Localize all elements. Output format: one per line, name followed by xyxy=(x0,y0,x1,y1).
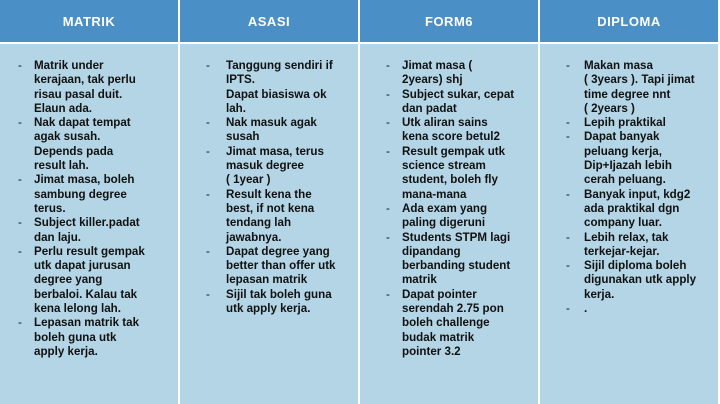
bullet-dash: - xyxy=(386,59,390,72)
item-text: Banyak input, kdg2 ada praktikal dgn company luar. xyxy=(584,187,691,230)
bullet-dash: - xyxy=(566,230,570,244)
item-text: Students STPM lagi dipandang berbanding student matrik xyxy=(402,230,511,287)
item-list-diploma xyxy=(540,59,718,316)
column-body-form6 xyxy=(360,44,538,404)
list-item xyxy=(360,288,538,359)
bullet-dash: - xyxy=(206,187,210,201)
bullet-dash: - xyxy=(386,144,390,158)
list-item xyxy=(180,145,358,188)
column-form6 xyxy=(360,0,538,404)
bullet-dash: - xyxy=(566,116,570,130)
item-text: Jimat masa ( 2years) shj xyxy=(402,59,473,87)
item-text: Nak dapat tempat agak susah. Depends pada result lah. xyxy=(34,116,131,173)
bullet-dash: - xyxy=(386,116,390,130)
item-text: Sijil diploma boleh digunakan utk apply kerja. xyxy=(584,259,697,301)
item-text: Lepih praktikal xyxy=(584,116,666,130)
item-text: Dapat banyak peluang kerja, Dip+Ijazah lebih cerah peluang. xyxy=(584,130,672,187)
list-item xyxy=(0,173,178,216)
bullet-dash: - xyxy=(566,59,570,72)
list-item xyxy=(360,202,538,231)
column-header-form6: FORM6 xyxy=(360,0,538,44)
list-item xyxy=(540,259,718,302)
item-list-matrik xyxy=(0,59,178,359)
list-item xyxy=(180,59,358,116)
column-header-diploma: DIPLOMA xyxy=(540,0,718,44)
column-diploma xyxy=(540,0,718,404)
item-list-asasi xyxy=(180,59,358,316)
column-body-matrik xyxy=(0,44,178,404)
item-text: Result gempak utk science stream student, boleh fly mana-mana xyxy=(402,144,506,201)
item-list-form6 xyxy=(360,59,538,359)
list-item xyxy=(180,245,358,288)
bullet-dash: - xyxy=(18,316,22,330)
list-item xyxy=(540,231,718,260)
list-item xyxy=(540,188,718,231)
item-text: Dapat degree yang better than offer utk lepasan matrik xyxy=(226,244,336,287)
list-item xyxy=(0,216,178,245)
list-item xyxy=(540,130,718,187)
bullet-dash: - xyxy=(566,302,570,316)
bullet-dash: - xyxy=(206,116,210,130)
list-item xyxy=(0,59,178,116)
list-item xyxy=(180,188,358,245)
item-text: Jimat masa, terus masuk degree ( 1year ) xyxy=(226,144,324,187)
item-text: Dapat pointer serendah 2.75 pon boleh challenge budak matrik pointer 3.2 xyxy=(402,287,504,358)
bullet-dash: - xyxy=(206,59,210,72)
item-text: Nak masuk agak susah xyxy=(226,116,317,144)
bullet-dash: - xyxy=(206,144,210,158)
item-text: Makan masa ( 3years ). Tapi jimat time degree nnt ( 2years ) xyxy=(584,59,695,115)
column-body-diploma xyxy=(540,44,718,404)
item-text: . xyxy=(584,302,588,316)
column-header-asasi: ASASI xyxy=(180,0,358,44)
item-text: Perlu result gempak utk dapat jurusan degree yang berbaloi. Kalau tak kena lelong lah. xyxy=(34,244,145,316)
column-matrik xyxy=(0,0,178,404)
list-item xyxy=(540,116,718,130)
column-body-asasi xyxy=(180,44,358,404)
list-item xyxy=(360,116,538,145)
bullet-dash: - xyxy=(206,244,210,258)
bullet-dash: - xyxy=(386,230,390,244)
list-item xyxy=(360,88,538,117)
bullet-dash: - xyxy=(566,130,570,144)
list-item xyxy=(180,288,358,317)
item-text: Sijil tak boleh guna utk apply kerja. xyxy=(226,287,332,316)
list-item xyxy=(0,245,178,316)
bullet-dash: - xyxy=(18,59,22,72)
bullet-dash: - xyxy=(566,259,570,273)
item-text: Subject killer.padat dan laju. xyxy=(34,216,140,244)
item-text: Lebih relax, tak terkejar-kejar. xyxy=(584,230,669,258)
column-asasi xyxy=(180,0,358,404)
item-text: Lepasan matrik tak boleh guna utk apply kerja. xyxy=(34,316,140,358)
item-text: Jimat masa, boleh sambung degree terus. xyxy=(34,173,135,215)
bullet-dash: - xyxy=(18,173,22,187)
item-text: Matrik under kerajaan, tak perlu risau pasal duit. Elaun ada. xyxy=(34,59,136,115)
bullet-dash: - xyxy=(18,116,22,130)
list-item xyxy=(360,231,538,288)
bullet-dash: - xyxy=(566,187,570,201)
bullet-dash: - xyxy=(386,87,390,101)
list-item xyxy=(360,145,538,202)
item-text: Tanggung sendiri if IPTS. Dapat biasiswa ok lah. xyxy=(226,59,333,115)
bullet-dash: - xyxy=(386,201,390,215)
item-text: Subject sukar, cepat dan padat xyxy=(402,87,515,115)
item-text: Ada exam yang paling digeruni xyxy=(402,201,488,230)
list-item xyxy=(0,316,178,359)
bullet-dash: - xyxy=(386,287,390,301)
list-item xyxy=(540,59,718,116)
bullet-dash: - xyxy=(18,216,22,230)
bullet-dash: - xyxy=(18,244,22,258)
column-header-matrik: MATRIK xyxy=(0,0,178,44)
list-item xyxy=(0,116,178,173)
list-item xyxy=(360,59,538,88)
list-item xyxy=(540,302,718,316)
list-item xyxy=(180,116,358,145)
item-text: Utk aliran sains kena score betul2 xyxy=(402,116,500,144)
bullet-dash: - xyxy=(206,287,210,301)
item-text: Result kena the best, if not kena tendang lah jawabnya. xyxy=(226,187,315,244)
